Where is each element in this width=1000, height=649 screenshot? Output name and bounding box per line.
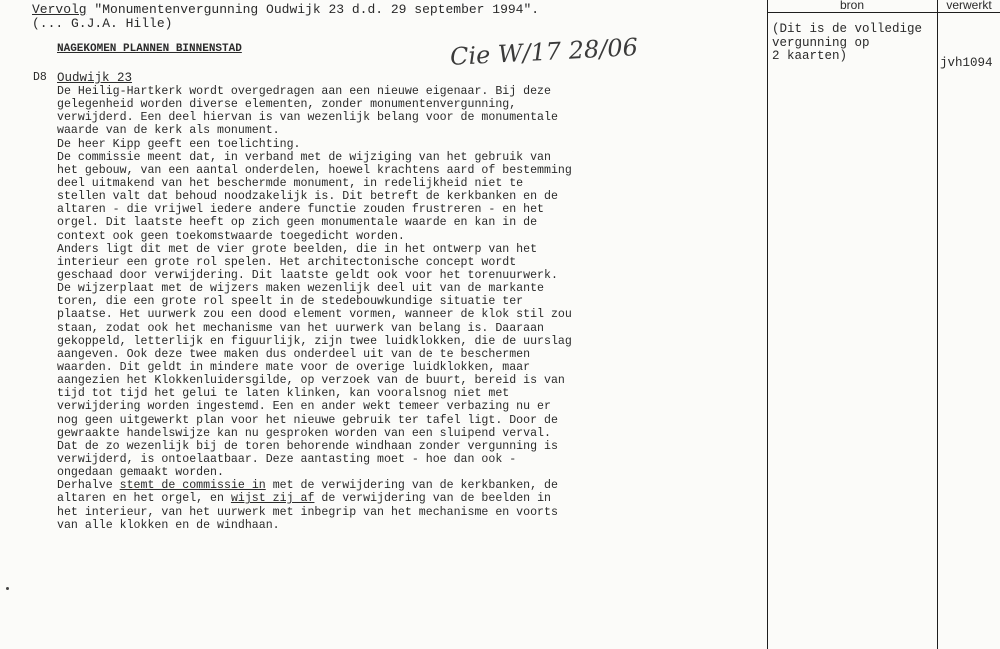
text-segment: stellen valt dat behoud noodzakelijk is. Dit betreft de kerkbanken en de <box>57 190 558 204</box>
body-line <box>57 138 757 151</box>
text-segment: verwijderd. Een deel hiervan is van wezenlijk belang voor de monumentale <box>57 111 558 125</box>
text-segment: met de verwijdering van de kerkbanken, de <box>265 479 558 493</box>
body-line <box>57 111 757 124</box>
body-line <box>57 453 757 466</box>
body-line <box>57 256 757 269</box>
text-segment: altaren - die vrijwel iedere andere functie zouden frustreren - en het <box>57 203 545 217</box>
column-header-bron: bron <box>839 0 865 12</box>
body-line <box>57 414 757 427</box>
item-body <box>57 85 757 532</box>
vervolg-label: Vervolg <box>32 2 87 17</box>
bron-note-line: vergunning op <box>772 35 870 50</box>
text-segment: Dat de zo wezenlijk bij de toren behorende windhaan zonder vergunning is <box>57 439 558 453</box>
section-title: NAGEKOMEN PLANNEN BINNENSTAD <box>57 43 242 55</box>
underlined-phrase: stemt de commissie in <box>119 479 266 493</box>
body-line <box>57 335 757 348</box>
text-segment: deel uitmakend van het beschermde monument, in redelijkheid niet te <box>57 176 524 190</box>
text-segment: Anders ligt dit met de vier grote beelden, die in het ontwerp van het <box>57 242 538 256</box>
text-segment: van alle klokken en de windhaan. <box>57 518 280 532</box>
body-line <box>57 506 757 519</box>
column-divider-verwerkt <box>937 0 938 649</box>
stray-dot <box>6 587 9 590</box>
text-segment: ongedaan gemaakt worden. <box>57 466 224 480</box>
body-line <box>57 98 757 111</box>
text-segment: De Heilig-Hartkerk wordt overgedragen aan een nieuwe eigenaar. Bij deze <box>57 85 551 98</box>
body-line <box>57 151 757 164</box>
body-line <box>57 479 757 492</box>
text-segment: tijd tot tijd het gelui te laten klinken, kan vooralsnog niet met <box>57 387 510 401</box>
column-divider-bron <box>767 0 768 649</box>
header-line <box>32 2 539 17</box>
text-segment: waarde van de kerk als monument. <box>57 124 280 138</box>
text-segment: altaren en het orgel, en <box>57 492 231 506</box>
body-line <box>57 230 757 243</box>
body-line <box>57 440 757 453</box>
bron-note <box>772 23 922 64</box>
text-segment: het gebouw, van een aantal onderdelen, hoewel krachtens aard of bestemming <box>57 163 572 177</box>
text-segment: De commissie meent dat, in verband met de wijziging van het gebruik van <box>57 150 551 164</box>
body-line <box>57 466 757 479</box>
handwritten-note: Cie W/17 28/06 <box>449 33 639 71</box>
text-segment: nog geen uitgewerkt plan voor het nieuwe gebruik ter tafel ligt. Door de <box>57 413 558 427</box>
text-segment: geschaad door verwijdering. Dit laatste geldt ook voor het torenuurwerk. <box>57 268 558 282</box>
body-line <box>57 177 757 190</box>
text-segment: staan, zodat ook het mechanisme van het uurwerk van belang is. Daaraan <box>57 321 545 335</box>
text-segment: verwijderd, is ontoelaatbaar. Deze aantasting moet - hoe dan ook - <box>57 452 517 466</box>
text-segment: De heer Kipp geeft een toelichting. <box>57 137 301 151</box>
body-line <box>57 190 757 203</box>
author-line: (... G.J.A. Hille) <box>32 16 173 31</box>
text-segment: gekoppeld, letterlijk en figuurlijk, zijn twee luidklokken, die de uurslag <box>57 334 572 348</box>
underlined-phrase: wijst zij af <box>230 492 315 506</box>
text-segment: aangezien het Klokkenluidersgilde, op verzoek van de buurt, bereid is van <box>57 374 565 388</box>
text-segment: context ook geen toekomstwaarde toegedicht worden. <box>57 229 405 243</box>
text-segment: toren, die een grote rol speelt in de stedebouwkundige situatie ter <box>57 295 524 309</box>
body-line <box>57 164 757 177</box>
column-header-verwerkt: verwerkt <box>946 0 992 12</box>
text-segment: plaatse. Het uurwerk zou een dood element vormen, wanneer de klok stil zou <box>57 308 572 322</box>
text-segment: waarden. Dit geldt in mindere mate voor de overige luidklokken, maar <box>57 360 531 374</box>
bron-note-line: 2 kaarten) <box>772 49 848 63</box>
text-segment: het interieur, van het uurwerk met inbegrip van het mechanisme en voorts <box>57 505 558 519</box>
body-line <box>57 387 757 400</box>
text-segment: gelegenheid worden diverse elementen, zonder monumentenvergunning, <box>57 98 517 112</box>
body-line <box>57 361 757 374</box>
item-code: D8 <box>33 71 47 84</box>
text-segment: De wijzerplaat met de wijzers maken wezenlijk deel uit van de markante <box>57 282 545 296</box>
body-line <box>57 282 757 295</box>
body-line <box>57 216 757 229</box>
text-segment: de verwijdering van de beelden in <box>314 492 551 506</box>
body-line <box>57 348 757 361</box>
body-line <box>57 400 757 413</box>
column-header-rule <box>767 12 1000 13</box>
body-line <box>57 492 757 505</box>
body-line <box>57 427 757 440</box>
body-line <box>57 322 757 335</box>
body-line <box>57 269 757 282</box>
document-title: "Monumentenvergunning Oudwijk 23 d.d. 29 september 1994". <box>86 2 540 17</box>
body-line <box>57 295 757 308</box>
text-segment: orgel. Dit laatste heeft op zich geen monumentale waarde en kan in de <box>57 216 538 230</box>
body-line <box>57 243 757 256</box>
body-line <box>57 203 757 216</box>
text-segment: gewraakte handelswijze kan nu gesproken worden van een sluipend verval. <box>57 426 551 440</box>
bron-note-line: (Dit is de volledige <box>772 22 923 36</box>
body-line <box>57 85 757 98</box>
text-segment: interieur een grote rol spelen. Het architectonische concept wordt <box>57 255 517 269</box>
body-line <box>57 124 757 137</box>
body-line <box>57 374 757 387</box>
text-segment: verwijdering worden ingestemd. Een en ander wekt temeer verbazing nu er <box>57 400 551 414</box>
text-segment: aangeven. Ook deze twee maken dus onderdeel uit van de te beschermen <box>57 347 531 361</box>
item-title: Oudwijk 23 <box>57 71 133 85</box>
text-segment: Derhalve <box>57 479 120 493</box>
body-line <box>57 519 757 532</box>
body-line <box>57 308 757 321</box>
verwerkt-note: jvh1094 <box>940 56 993 70</box>
